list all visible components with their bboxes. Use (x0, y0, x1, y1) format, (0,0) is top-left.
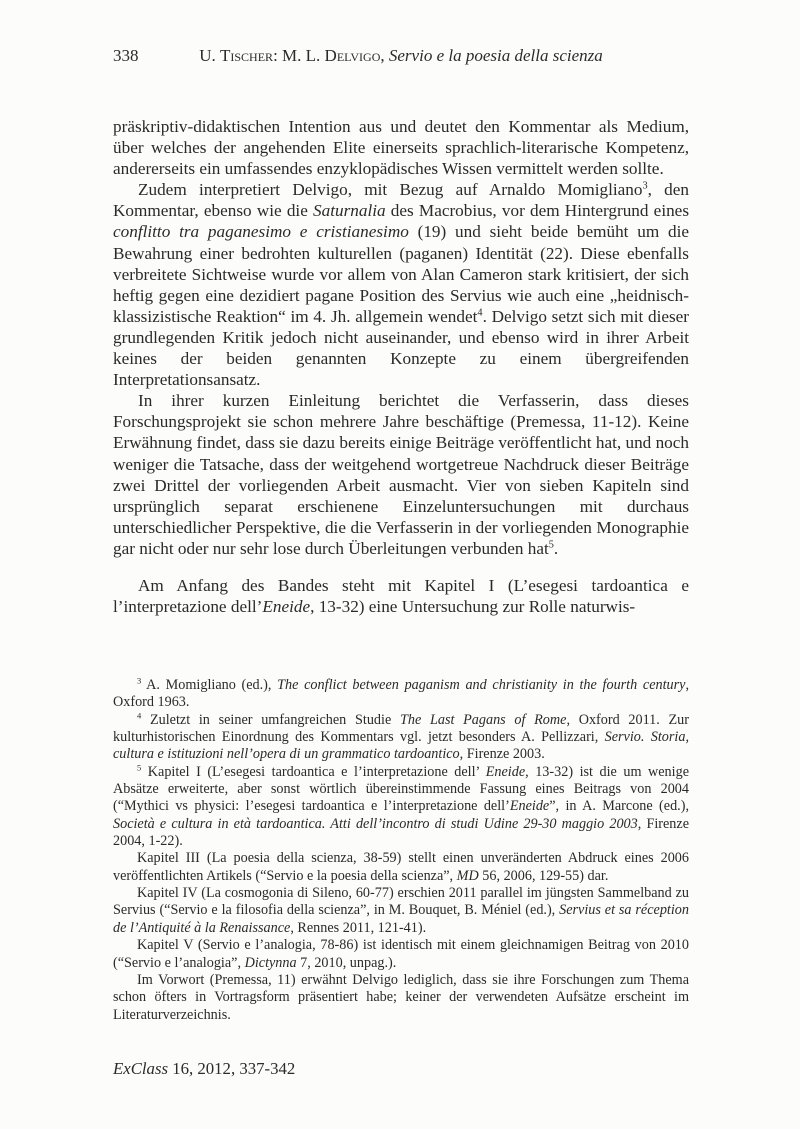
text-segment: Kapitel I (L’esegesi tardoantica e l’interpretazione dell’ (141, 763, 486, 780)
text-segment: Eneide (509, 798, 550, 815)
text-segment: Società e cultura in età tardoantica. Atti dell’incontro di studi Udine 29-30 maggio 2003 (113, 815, 638, 832)
text-segment: Kapitel IV (La cosmogonia di Sileno, 60-77) erschien 2011 parallel im jüngsten Sammelband zu Servius (“Servio e la filosofia della scienza”, in M. Bouquet, B. Méniel (ed.), (113, 885, 689, 919)
text-segment: , Oxford 1963. (113, 677, 690, 711)
text-segment: U. (199, 46, 220, 65)
text-segment: 56, 2006, 129-55) dar. (478, 867, 609, 884)
text-segment: . (553, 538, 559, 558)
text-segment: The conflict between paganism and christianity in the fourth century (277, 677, 686, 693)
text-segment: präskriptiv-didaktischen Intention aus und deutet den Kommentar als Medium, über welches der angehenden Elite einerseits sprachlich-literarische Kompetenz, andererseits ein umfassendes enzyklopädisches Wissen vermittelt werden sollte. (113, 117, 689, 179)
text-segment: 7, 2010, unpag.). (296, 954, 397, 971)
text-segment: Servio. Storia, cultura e istituzioni nell’opera di un grammatico tardoantico (113, 729, 689, 763)
footnote-paragraph (113, 850, 689, 885)
text-segment: , den Kommentar, ebenso wie die (113, 180, 689, 221)
text-segment: MD (456, 867, 479, 884)
footnote-paragraph (113, 709, 689, 764)
text-segment: : M. L. (273, 46, 325, 65)
text-segment: 16, 2012, 337-342 (168, 1059, 296, 1078)
text-segment: 3 (642, 180, 648, 192)
text-segment: 3 (137, 675, 142, 686)
footnote-paragraph (113, 885, 689, 937)
text-segment: Eneide (262, 597, 311, 617)
body-paragraph (113, 575, 689, 617)
text-segment: , (380, 46, 389, 65)
text-segment: Delvigo (324, 46, 381, 65)
body-paragraph (113, 390, 689, 559)
page-number: 338 (113, 46, 139, 65)
text-segment: , 13-32) eine Untersuchung zur Rolle naturwis- (310, 597, 636, 617)
text-segment: Am Anfang des Bandes steht mit Kapitel I (L’esegesi tardoantica e l’interpretazione dell’ (113, 575, 689, 617)
text-segment: , Firenze 2004, 1-22). (113, 815, 689, 850)
footnote-paragraph (113, 677, 689, 712)
text-segment: In ihrer kurzen Einleitung berichtet die Verfasserin, dass dieses Forschungsprojekt sie schon mehrere Jahre beschäftige (Premessa, 11-12). Keine Erwähnung findet, dass sie dazu bereits einige Beiträge veröffentlicht hat, und noch weniger die Tatsache, dass der weitgehend wortgetreue Nachdruck dieser Beiträge zwei Drittel der vorliegenden Arbeit ausmacht. Vier von sieben Kapiteln sind ursprünglich separat erschienene Einzeluntersuchungen mit durchaus unterschiedlicher Perspektive, die die Verfasserin in der vorliegenden Monographie gar nicht oder nur sehr lose durch Überleitungen verbunden hat (113, 391, 689, 558)
text-segment: , 13-32) ist die um wenige Absätze erweiterte, aber sonst wörtlich übereinstimmende Fassung eines Beitrags von 2004 (“Mythici vs physici: l’esegesi tardoantica e l’interpretazione dell’ (113, 763, 689, 815)
text-segment: Im Vorwort (Premessa, 11) erwähnt Delvigo lediglich, dass sie ihre Forschungen zum Thema schon öfters in Vortragsform präsentiert habe; keiner der verwendeten Aufsätze erscheint im Literaturverzeichnis. (113, 971, 689, 1023)
text-segment: Tischer (220, 46, 274, 65)
text-segment: , Oxford 2011. Zur kulturhistorischen Einordnung des Kommentars vgl. jetzt besonders A. Pellizzari, (113, 711, 689, 746)
text-segment: Zuletzt in seiner umfangreichen Studie (141, 711, 400, 728)
text-segment: (19) und sieht beide bemüht um die Bewahrung einer bedrohten kulturellen (paganen) Identität (22). Diese ebenfalls verbreitete Sichtweise wurde vor allem von Alan Cameron stark kritisiert, der sich heftig gegen eine dezidiert pagane Position des Servius wie auch eine „heidnisch-klassizistische Reaktion“ im 4. Jh. allgemein wendet (113, 222, 689, 326)
text-segment: Servio e la poesia della scienza (388, 46, 603, 65)
text-segment: 4 (477, 307, 483, 319)
text-segment: Kapitel III (La poesia della scienza, 38-59) stellt einen unveränderten Abdruck eines 2006 veröffentlichten Artikels (“Servio e la poesia della scienza”, (113, 850, 689, 884)
body-text (113, 116, 689, 617)
text-segment: des Macrobius, vor dem Hintergrund eines (385, 201, 690, 221)
text-segment: , Rennes 2011, 121-41). (290, 919, 427, 936)
text-segment: A. Momigliano (ed.), (141, 677, 278, 693)
text-segment: Saturnalia (313, 201, 386, 221)
text-segment: 5 (137, 761, 142, 772)
body-paragraph (113, 179, 689, 390)
text-segment: Servius et sa réception de l’Antiquité à la Renaissance (113, 902, 689, 936)
body-paragraph (113, 116, 689, 179)
footer-citation (113, 1059, 295, 1078)
footnote-paragraph (113, 937, 689, 972)
page-footer (113, 1059, 295, 1079)
text-segment: Zudem interpretiert Delvigo, mit Bezug auf Arnaldo Momigliano (138, 180, 643, 200)
text-segment: Eneide (485, 763, 526, 780)
text-segment: , Firenze 2003. (459, 746, 545, 763)
running-head (153, 46, 649, 66)
text-segment: Kapitel V (Servio e l’analogia, 78-86) ist identisch mit einem gleichnamigen Beitrag von 2010 (“Servio e l’analogia”, (113, 937, 689, 971)
footnotes (113, 677, 689, 1024)
text-segment: Dictynna (244, 954, 297, 971)
text-segment: ExClass (113, 1059, 169, 1078)
text-segment: conflitto tra paganesimo e cristianesimo (113, 222, 409, 242)
text-segment: 4 (137, 709, 142, 720)
text-segment: . Delvigo setzt sich mit dieser grundlegenden Kritik jedoch nicht auseinander, und ebenso wird in ihrer Arbeit keines der beiden genannten Konzepte zu einem übergreifenden Interpretationsansatz. (113, 306, 690, 390)
text-segment: 5 (548, 539, 554, 551)
footnote-paragraph (113, 761, 689, 851)
page-header (113, 46, 689, 68)
footnote-paragraph (113, 972, 689, 1024)
text-segment: ”, in A. Marcone (ed.), (549, 798, 689, 815)
text-segment: The Last Pagans of Rome (399, 711, 567, 728)
